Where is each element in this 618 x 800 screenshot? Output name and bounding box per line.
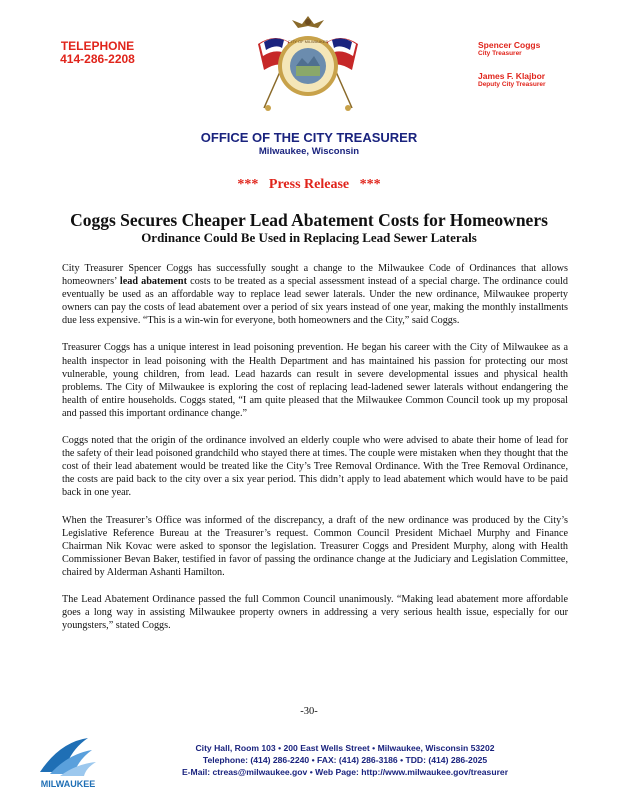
footer-phones: Telephone: (414) 286-2240 • FAX: (414) 286-3186 • TDD: (414) 286-2025 [202,755,488,765]
treasurer-block [478,40,598,89]
footer-email-web: E-Mail: ctreas@milwaukee.gov • Web Page: http://www.milwaukee.gov/treasurer [181,767,509,777]
telephone-label: TELEPHONE [60,39,135,53]
treasurer-title: City Treasurer [478,50,522,57]
article-body [62,262,568,646]
paragraph-4: When the Treasurer’s Office was informed of the discrepancy, a draft of the new ordinance was produced by the City’s Legislative Reference Bureau at the Treasurer’s request. Common Council President Michael Murphy and Finance Chairman Nik Kovac were asked to sponsor the legislation. Treasurer Coggs and President Murphy, along with Health Commissioner Bevan Baker, testified in favor of passing the ordinance change at the Judiciary and Legislation Committee, chaired by Alderman Ashanti Hamilton. [62,514,568,578]
paragraph-1: City Treasurer Spencer Coggs has successfully sought a change to the Milwaukee Code of Ordinances that allows homeowners’ lead abatement costs to be treated as a special assessment instead of a special charge. The ordinance could eventually be used as an affordable way to replace lead sewer laterals. Under the new ordinance, Milwaukee property owners can pay the costs of lead abatement over a period of six years instead of one year, making the monthly installments due less expensive. “This is a win-win for everyone, both homeowners and the City,” said Coggs. [62,263,568,327]
deputy-title: Deputy City Treasurer [478,81,546,88]
page-number: -30- [300,706,318,717]
office-location: Milwaukee, Wisconsin [258,146,360,157]
milwaukee-logo-icon [30,732,120,792]
svg-text:CITY OF MILWAUKEE: CITY OF MILWAUKEE [287,39,329,44]
subheadline: Ordinance Could Be Used in Replacing Lead Sewer Laterals [141,230,477,245]
office-title: OFFICE OF THE CITY TREASURER [200,130,418,145]
headline: Coggs Secures Cheaper Lead Abatement Costs for Homeowners [70,210,548,230]
telephone-block [45,40,150,66]
footer-contact [120,742,570,778]
telephone-number: 414-286-2208 [60,52,135,66]
press-release-label: *** Press Release *** [237,177,381,192]
lead-abatement-emphasis: lead abatement [119,276,187,288]
deputy-name: James F. Klajbor [478,71,546,81]
logo-text: MILWAUKEE [40,779,96,789]
footer-address: City Hall, Room 103 • 200 East Wells Street • Milwaukee, Wisconsin 53202 [195,743,495,753]
paragraph-5: The Lead Abatement Ordinance passed the full Common Council unanimously. “Making lead abatement more affordable goes a long way in assisting Milwaukee property owners in addressing a very serious health issue, especially for our youngsters,” stated Coggs. [62,593,568,632]
city-seal-icon [246,10,370,122]
paragraph-2: Treasurer Coggs has a unique interest in lead poisoning prevention. He began his career with the City of Milwaukee as a health inspector in lead poisoning with the Health Department and has maintained his passion for protecting our most vulnerable, young children, from lead. Lead hazards can result in severe developmental issues and physical health problems. The City of Milwaukee is exploring the cost of replacing lead-ladened sewer laterals without endangering the health of entire households. Coggs stated, “I am quite pleased that the Milwaukee Common Council took up my proposal and passed this important ordinance change.” [62,342,568,419]
paragraph-3: Coggs noted that the origin of the ordinance involved an elderly couple who were advised to abate their home of lead for the safety of their lead poisoned grandchild who stayed there at times. The couple were mistaken when they thought that the cost of their lead abatement would be treated like the City’s Tree Removal Ordinance. With the Tree Removal Ordinance, the costs are paid back to the city over a six year period. This didn’t apply to lead abatement which would have to be paid back in one year. [62,435,568,499]
treasurer-name: Spencer Coggs [478,40,541,50]
